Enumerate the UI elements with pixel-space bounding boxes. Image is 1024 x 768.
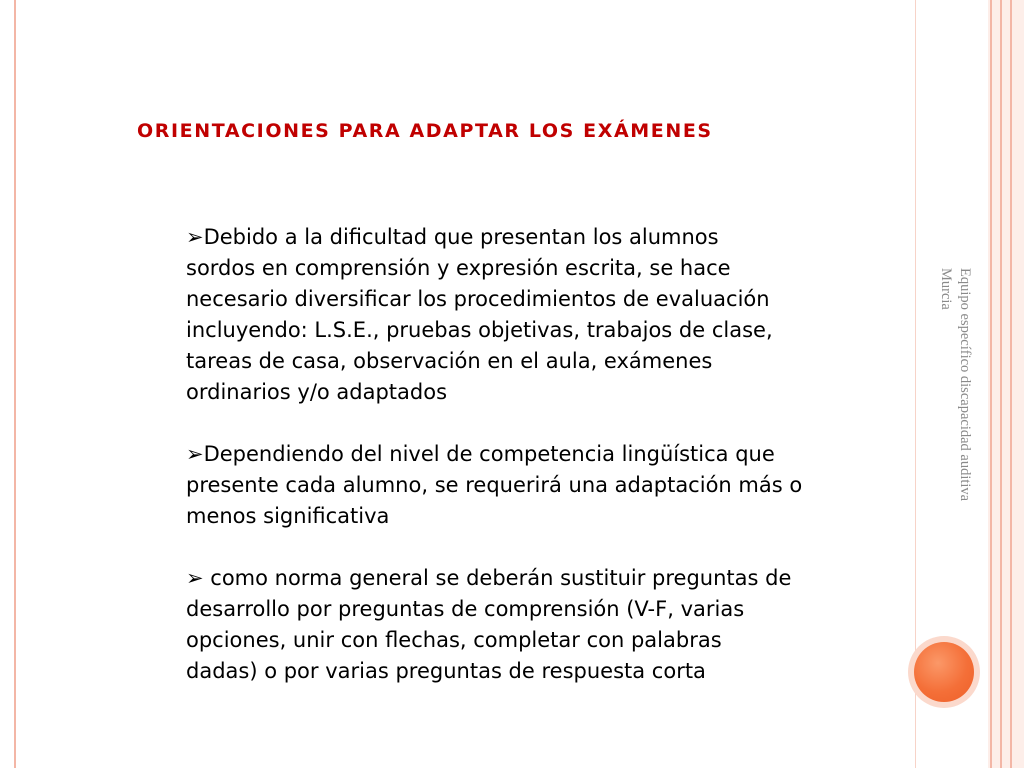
- bullet-line: desarrollo por preguntas de comprensión (V-F, varias: [186, 597, 745, 621]
- border-line: [990, 0, 992, 768]
- slide-title: ORIENTACIONES PARA ADAPTAR LOS EXÁMENES: [137, 120, 713, 142]
- bullet-line: ordinarios y/o adaptados: [186, 380, 448, 404]
- slide-body: [186, 222, 876, 718]
- bullet-line: dadas) o por varias preguntas de respuesta corta: [186, 659, 706, 683]
- bullet-line: sordos en comprensión y expresión escrita, se hace: [186, 256, 731, 280]
- bullet-line: opciones, unir con flechas, completar con palabras: [186, 628, 722, 652]
- side-footer-line: Equipo específico discapacidad auditiva: [957, 268, 973, 502]
- bullet-line: necesario diversificar los procedimientos de evaluación: [186, 287, 770, 311]
- bullet-item: [186, 222, 876, 408]
- bullet-item: [186, 563, 876, 687]
- decorative-orange-circle: [914, 642, 974, 702]
- bullet-line: incluyendo: L.S.E., pruebas objetivas, trabajos de clase,: [186, 318, 773, 342]
- bullet-line: ➢ como norma general se deberán sustituir preguntas de: [186, 566, 792, 590]
- border-line: [1010, 0, 1012, 768]
- side-footer-text: [936, 268, 974, 588]
- right-border-band: [988, 0, 1024, 768]
- bullet-line: presente cada alumno, se requerirá una adaptación más o: [186, 473, 803, 497]
- bullet-line: ➢Debido a la dificultad que presentan los alumnos: [186, 225, 719, 249]
- bullet-line: ➢Dependiendo del nivel de competencia lingüística que: [186, 442, 775, 466]
- bullet-item: [186, 439, 876, 532]
- side-footer-line: Murcia: [938, 268, 954, 310]
- left-border-line: [14, 0, 16, 768]
- border-line: [1000, 0, 1002, 768]
- bullet-line: menos significativa: [186, 504, 390, 528]
- bullet-line: tareas de casa, observación en el aula, exámenes: [186, 349, 713, 373]
